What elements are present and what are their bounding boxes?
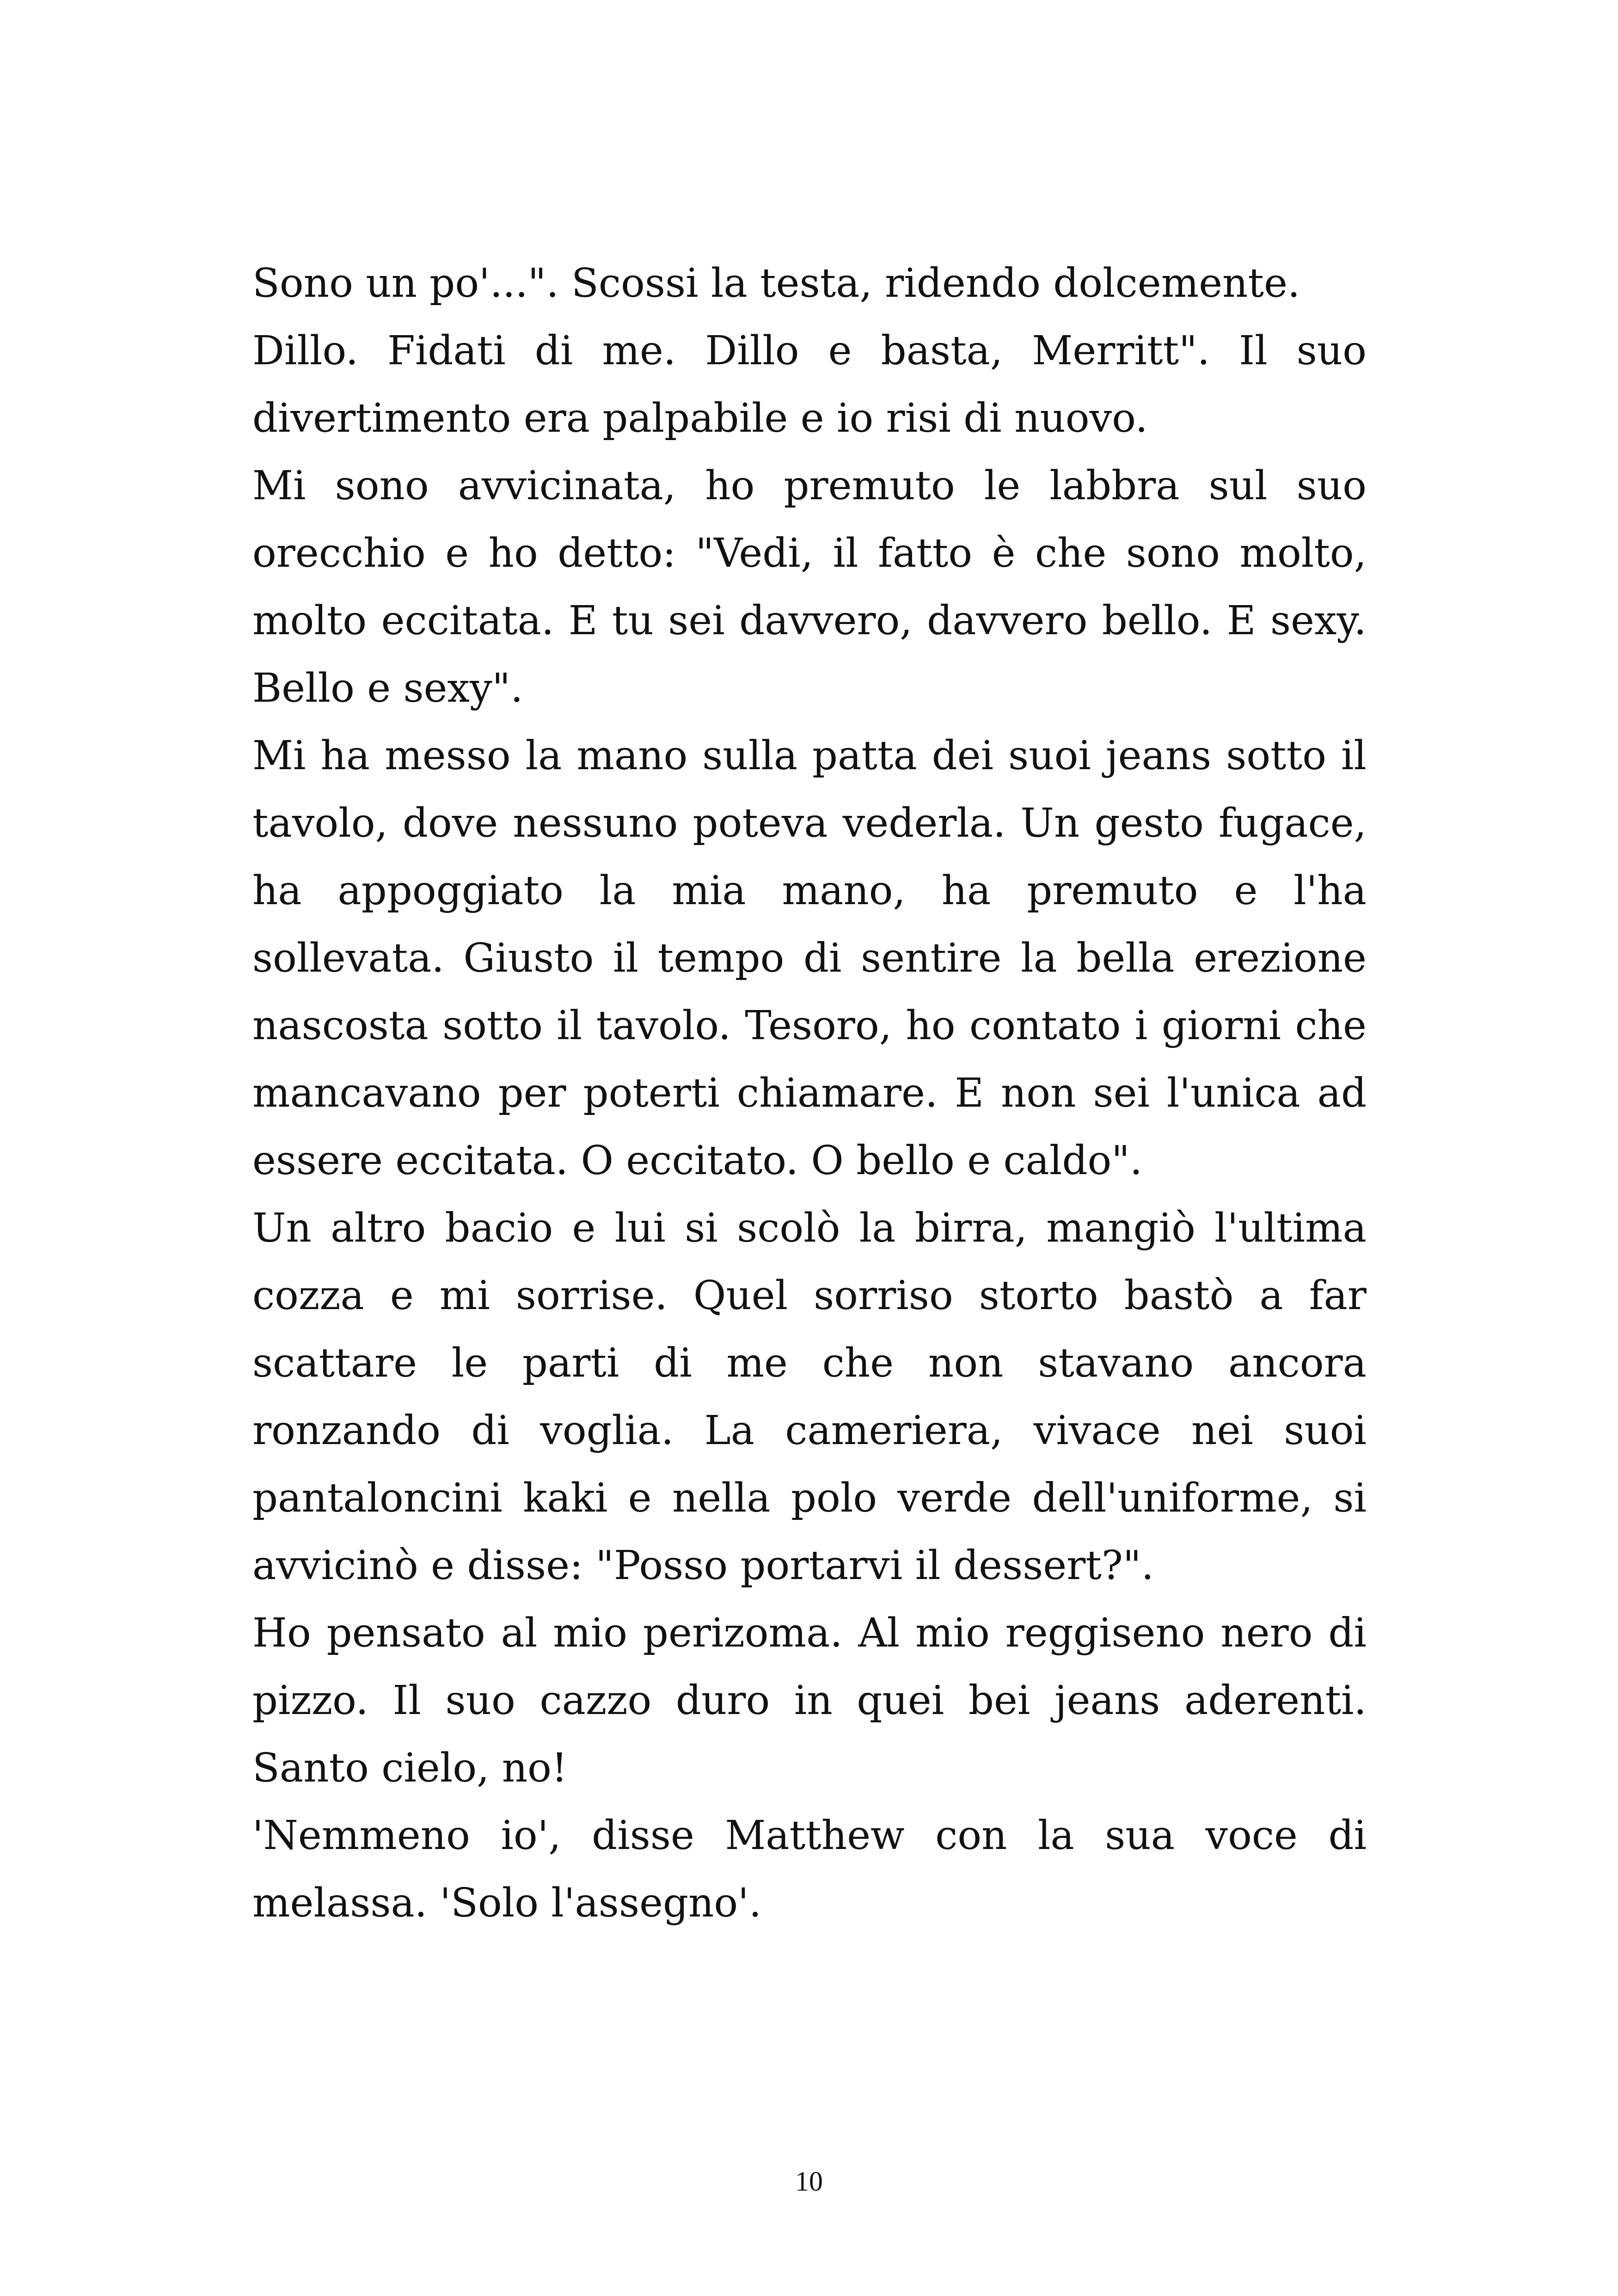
paragraph: Dillo. Fidati di me. Dillo e basta, Merritt". Il suo divertimento era palpabile e io risi di nuovo. <box>252 328 1367 441</box>
paragraph: Ho pensato al mio perizoma. Al mio reggiseno nero di pizzo. Il suo cazzo duro in quei bei jeans aderenti. Santo cielo, no! <box>252 1610 1367 1791</box>
paragraph: 'Nemmeno io', disse Matthew con la sua voce di melassa. 'Solo l'assegno'. <box>252 1812 1367 1926</box>
paragraph: Un altro bacio e lui si scolò la birra, mangiò l'ultima cozza e mi sorrise. Quel sorriso storto bastò a far scattare le parti di me che non stavano ancora ronzando di voglia. La cameriera, vivace nei suoi pantaloncini kaki e nella polo verde dell'uniforme, si avvicinò e disse: "Posso portarvi il dessert?". <box>252 1205 1367 1589</box>
paragraph: Mi sono avvicinata, ho premuto le labbra sul suo orecchio e ho detto: "Vedi, il fatto è che sono molto, molto eccitata. E tu sei davvero, davvero bello. E sexy. Bello e sexy". <box>252 463 1367 711</box>
page-number: 10 <box>795 2166 823 2197</box>
paragraph: Sono un po'...". Scossi la testa, ridendo dolcemente. <box>252 260 1300 306</box>
body-text <box>252 250 1367 1937</box>
paragraph: Mi ha messo la mano sulla patta dei suoi jeans sotto il tavolo, dove nessuno poteva vederla. Un gesto fugace, ha appoggiato la mia mano, ha premuto e l'ha sollevata. Giusto il tempo di sentire la bella erezione nascosta sotto il tavolo. Tesoro, ho contato i giorni che mancavano per poterti chiamare. E non sei l'unica ad essere eccitata. O eccitato. O bello e caldo". <box>252 733 1367 1184</box>
